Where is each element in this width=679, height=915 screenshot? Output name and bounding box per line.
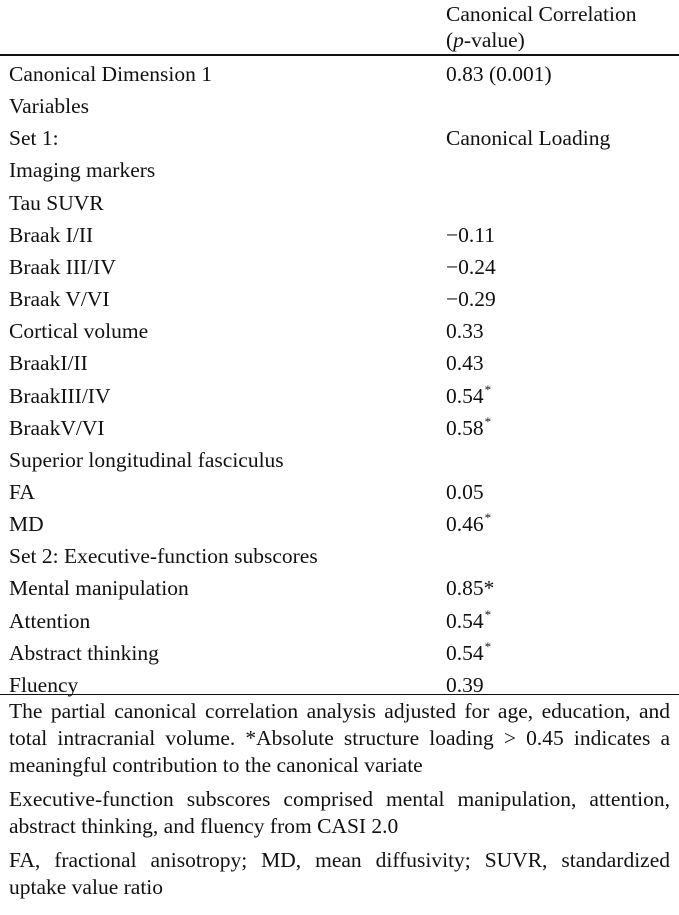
row-value-text: 0.39 [446,672,484,697]
row-value [446,380,491,412]
table-row [0,540,679,572]
row-label: Abstract thinking [9,640,159,665]
row-label: Variables [9,94,89,119]
row-label: BraakIII/IV [9,383,111,408]
row-value-text: 0.43 [446,351,484,376]
footnote-2: Executive-function subscores comprised mental manipulation, attention, abstract thinking, and fluency from CASI 2.0 [9,787,670,838]
table-row [0,347,679,379]
row-value-text: 0.46 [446,512,484,537]
table-bottom-rule [0,694,679,695]
row-value [446,58,553,90]
table-row [0,637,679,669]
row-value [446,540,447,572]
row-label: Set 1: [9,126,59,151]
table-row [0,251,679,283]
row-label: Braak I/II [9,222,94,247]
row-value [446,187,447,219]
row-label: FA [9,479,35,504]
row-label: Mental manipulation [9,576,189,601]
row-value [446,572,495,604]
row-value-text: 0.58 [446,415,484,440]
row-label: Fluency [9,672,79,697]
row-label: BraakV/VI [9,415,105,440]
row-value [446,154,447,186]
row-label: Tau SUVR [9,190,104,215]
row-value-text: 0.83 (0.001) [446,62,552,86]
row-value [446,605,491,637]
row-label: Attention [9,608,91,633]
table-row [0,315,679,347]
row-value-text: 0.54 [446,608,484,633]
significance-marker: * [484,638,492,654]
table-row [0,122,679,154]
row-value [446,90,447,122]
row-value [446,508,491,540]
header-value-suffix: -value) [463,28,525,52]
table-row [0,187,679,219]
table-row [0,508,679,540]
row-value [446,219,496,251]
table-row [0,58,679,90]
footnote-1: The partial canonical correlation analysis adjusted for age, education, and total intracranial volume. *Absolute structure loading > 0.45 indicates a meaningful contribution to the canonical variate [9,699,670,777]
row-label: Imaging markers [9,158,156,183]
row-value-text: 0.54 [446,640,484,665]
row-value [446,412,491,444]
row-value [446,637,491,669]
table-row [0,412,679,444]
row-label: Braak III/IV [9,254,116,279]
row-value [446,315,485,347]
row-value [446,251,497,283]
row-value-text: 0.85* [446,576,495,601]
table-row [0,444,679,476]
row-value [446,347,485,379]
table-row [0,476,679,508]
row-value-text: 0.05 [446,479,484,504]
row-label: MD [9,512,44,537]
row-value-text: 0.54 [446,383,484,408]
row-value-text: Canonical Loading [446,126,611,151]
row-value-text: −0.29 [446,287,496,312]
table-row [0,90,679,122]
table-row [0,219,679,251]
row-label: Cortical volume [9,319,149,344]
header-open-paren: ( [446,28,454,52]
significance-marker: * [484,413,492,429]
table-row [0,572,679,604]
row-value-text: −0.24 [446,254,496,279]
row-value [446,283,497,315]
table-row [0,669,679,701]
significance-marker: * [484,381,492,397]
footnote-3: FA, fractional anisotropy; MD, mean diffusivity; SUVR, standardized uptake value ratio [9,848,670,899]
row-label: BraakI/II [9,351,88,376]
row-value [446,444,447,476]
header-p-italic: p [453,28,464,52]
table-row [0,154,679,186]
significance-marker: * [484,606,492,622]
row-label: Set 2: Executive-function subscores [9,544,318,569]
row-label: Superior longitudinal fasciculus [9,447,284,472]
row-label: Canonical Dimension 1 [9,62,213,86]
row-label: Braak V/VI [9,287,110,312]
row-value-text: −0.11 [446,222,495,247]
row-value-text: 0.33 [446,319,484,344]
row-value [446,669,485,701]
significance-marker: * [484,510,492,526]
table-row [0,380,679,412]
table-row [0,283,679,315]
header-title-line1: Canonical Correlation [446,2,637,26]
header-title-line2 [446,27,525,53]
table-header [0,0,679,56]
row-value [446,476,485,508]
row-value [446,122,611,154]
table-row [0,605,679,637]
table-footnotes [9,698,670,908]
